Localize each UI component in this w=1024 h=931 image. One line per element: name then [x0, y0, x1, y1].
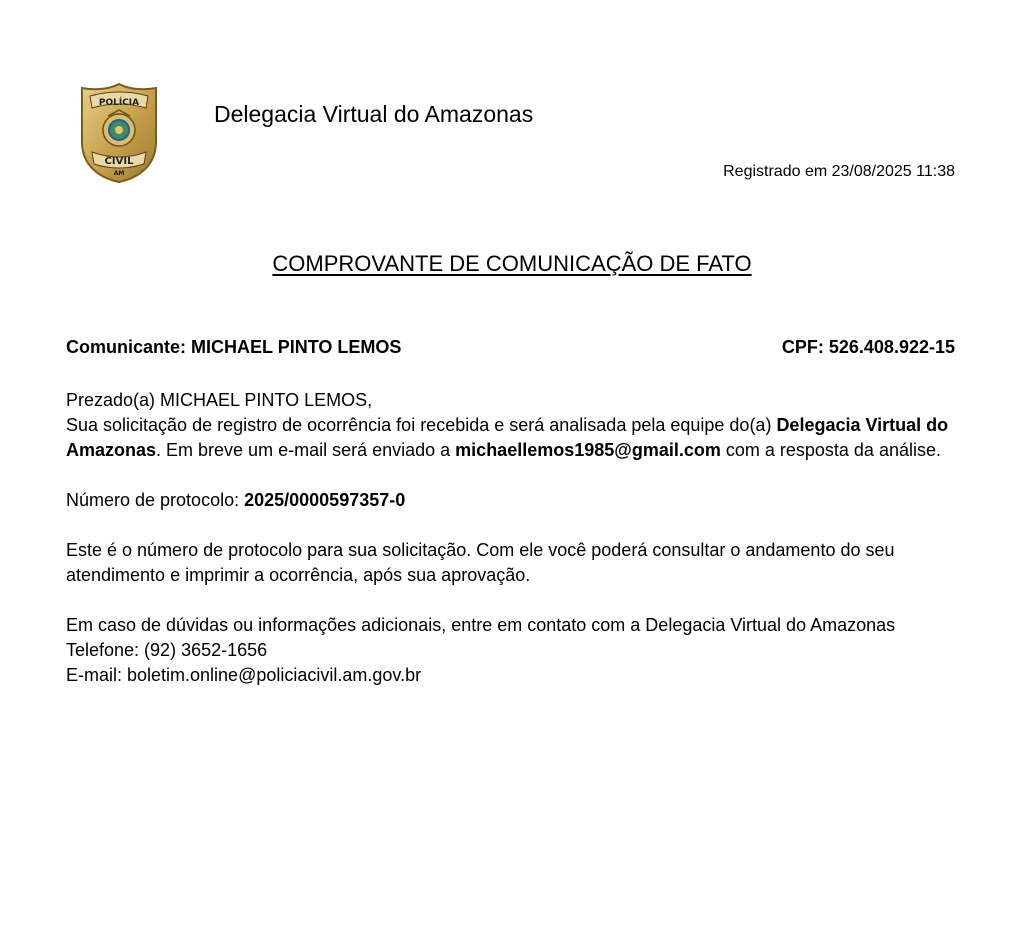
document-body — [66, 388, 956, 688]
protocol-label: Número de protocolo: — [66, 490, 245, 510]
document-title: COMPROVANTE DE COMUNICAÇÃO DE FATO — [272, 251, 752, 276]
contact-intro: Em caso de dúvidas ou informações adicionais, entre em contato com a Delegacia Virtual do Amazonas — [66, 615, 896, 635]
cpf-label: CPF: — [781, 337, 824, 357]
message-text-b: . Em breve um e-mail será enviado a — [156, 440, 456, 460]
badge-top-text: POLÍCIA — [98, 98, 140, 108]
recipient-email: michaellemos1985@gmail.com — [455, 440, 721, 460]
message-paragraph — [66, 388, 956, 463]
cpf-field — [782, 337, 955, 358]
registered-timestamp: Registrado em 23/08/2025 11:38 — [723, 163, 955, 180]
policia-civil-badge-logo — [78, 82, 160, 184]
cpf-value: 526.408.922-15 — [828, 337, 955, 357]
message-text-c: com a resposta da análise. — [720, 440, 941, 460]
badge-bottom-text: CIVIL — [104, 156, 134, 167]
greeting: Prezado(a) MICHAEL PINTO LEMOS, — [66, 390, 373, 410]
header-title: Delegacia Virtual do Amazonas — [214, 101, 534, 127]
badge-sub-text: AM — [113, 170, 125, 177]
message-text-a: Sua solicitação de registro de ocorrência foi recebida e será analisada pela equipe do(a) — [66, 415, 777, 435]
comunicante-name: MICHAEL PINTO LEMOS — [191, 337, 402, 357]
protocol-number: 2025/0000597357-0 — [244, 490, 406, 510]
contact-paragraph — [66, 613, 956, 688]
contact-phone: Telefone: (92) 3652-1656 — [66, 640, 268, 660]
comunicante-field — [66, 337, 401, 358]
protocol-paragraph — [66, 488, 956, 513]
contact-email: E-mail: boletim.online@policiacivil.am.gov.br — [66, 665, 422, 685]
protocol-info-paragraph: Este é o número de protocolo para sua solicitação. Com ele você poderá consultar o andamento do seu atendimento e imprimir a ocorrência, após sua aprovação. — [66, 540, 895, 585]
agency-name: Delegacia Virtual do Amazonas — [66, 415, 949, 460]
comunicante-label: Comunicante: — [66, 337, 187, 357]
info-row — [66, 337, 955, 358]
